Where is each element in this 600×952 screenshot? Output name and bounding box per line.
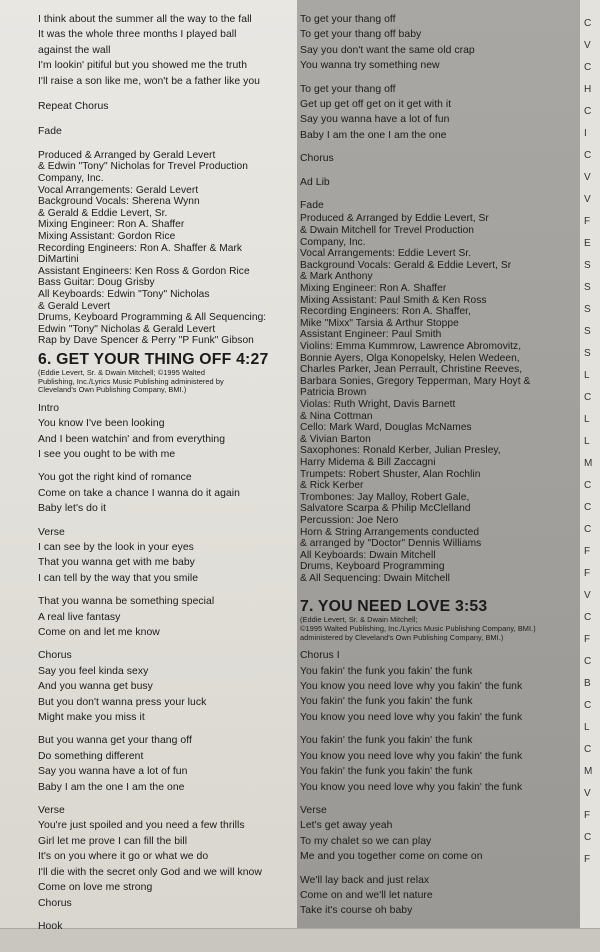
stanza xyxy=(300,803,578,865)
edge-letter: L xyxy=(584,436,590,447)
edge-letter: S xyxy=(584,348,591,359)
credit-line: & All Sequencing: Dwain Mitchell xyxy=(300,572,450,584)
song-credits xyxy=(300,213,578,584)
song-lyrics xyxy=(300,648,578,919)
stanza xyxy=(300,198,578,213)
lyric-line: You know I've been looking xyxy=(38,418,165,430)
lyric-line: You fakin' the funk you fakin' the funk xyxy=(300,766,473,778)
lyric-line: You know you need love why you fakin' the funk xyxy=(300,781,523,793)
lyric-line: Verse xyxy=(38,805,65,817)
edge-letter: E xyxy=(584,238,591,249)
stanza xyxy=(38,648,296,725)
credit-line: Mixing Assistant: Paul Smith & Ken Ross xyxy=(300,294,487,306)
edge-letter: C xyxy=(584,832,592,843)
lyric-line: A real live fantasy xyxy=(38,611,121,623)
lyric-line: I'll raise a son like me, won't be a father like you xyxy=(38,75,260,87)
credit-line: & arranged by "Doctor" Dennis Williams xyxy=(300,538,482,550)
lyric-line: To get your thang off xyxy=(300,14,396,25)
edge-letter: C xyxy=(584,62,592,73)
left-column xyxy=(38,12,296,934)
credit-line: Edwin "Tony" Nicholas & Gerald Levert xyxy=(38,323,216,335)
edge-letter: C xyxy=(584,392,592,403)
lyric-line: against the wall xyxy=(38,44,111,56)
lyric-line: I can see by the look in your eyes xyxy=(38,541,194,553)
credit-line: Vocal Arrangements: Eddie Levert Sr. xyxy=(300,248,472,260)
lyric-line: I'll die with the secret only God and we will know xyxy=(38,866,262,878)
credit-line: & Rick Kerber xyxy=(300,480,364,492)
edge-letter: C xyxy=(584,480,592,491)
publishing-line: (Eddie Levert, Sr. & Dwain Mitchell; ©1995 Walted xyxy=(38,367,206,377)
lyric-line: Come on and let me know xyxy=(38,627,160,638)
credit-line: Recording Engineers: Ron A. Shaffer, xyxy=(300,306,471,318)
lyric-line: You know you need love why you fakin' the funk xyxy=(300,750,523,762)
credit-line: Harry Midema & Bill Zaccagni xyxy=(300,456,436,468)
credit-line: Saxophones: Ronald Kerber, Julian Presley, xyxy=(300,445,501,457)
edge-letter: C xyxy=(584,700,592,711)
stanza xyxy=(38,594,296,640)
edge-letter: V xyxy=(584,40,591,51)
stanza xyxy=(38,919,296,934)
credit-line: Trombones: Jay Malloy, Robert Gale, xyxy=(300,491,470,503)
lyric-line: Me and you together come on come on xyxy=(300,851,483,863)
lyric-line: Say you wanna have a lot of fun xyxy=(300,114,450,126)
credit-line: Mixing Engineer: Ron A. Shaffer xyxy=(38,219,185,231)
credit-line: Violins: Emma Kummrow, Lawrence Abromovitz, xyxy=(300,341,522,352)
lyric-line: That you wanna be something special xyxy=(38,596,215,608)
edge-letter: S xyxy=(584,260,591,271)
credit-line: Barbara Sonies, Gregory Tepperman, Mary Hoyt & xyxy=(300,375,531,387)
lyric-line: To get your thang off baby xyxy=(300,29,422,41)
lyric-line: Get up get off get on it get with it xyxy=(300,99,452,111)
credit-line: DiMartini xyxy=(38,254,79,266)
edge-letter: S xyxy=(584,282,591,293)
credit-line: Trumpets: Robert Shuster, Alan Rochlin xyxy=(300,468,481,480)
credit-line: Drums, Keyboard Programming & All Sequencing: xyxy=(38,312,267,324)
credit-line: Recording Engineers: Ron A. Shaffer & Mark xyxy=(38,242,243,254)
edge-letter: S xyxy=(584,304,591,315)
edge-letter: C xyxy=(584,106,592,117)
credit-line: Patricia Brown xyxy=(300,387,367,399)
stanza xyxy=(38,803,296,911)
publishing-info xyxy=(300,616,578,642)
credit-line: Produced & Arranged by Eddie Levert, Sr xyxy=(300,213,489,225)
lyric-line: Verse xyxy=(38,526,65,538)
credit-line: & Mark Anthony xyxy=(300,271,373,283)
edge-letter: C xyxy=(584,612,592,623)
lyric-line: You fakin' the funk you fakin' the funk xyxy=(300,696,473,708)
lyric-line: Girl let me prove I can fill the bill xyxy=(38,835,188,847)
lyric-line: But you don't wanna press your luck xyxy=(38,696,207,708)
song-lyrics xyxy=(300,12,578,213)
right-column xyxy=(300,12,578,919)
lyric-line: Baby I am the one I am the one xyxy=(300,129,447,141)
song-title: 7. YOU NEED LOVE 3:53 xyxy=(300,598,488,616)
lyric-line: You know you need love why you fakin' the funk xyxy=(300,681,523,693)
credit-line: Salvatore Scarpa & Philip McClelland xyxy=(300,503,471,515)
lyric-line: Let's get away yeah xyxy=(300,820,393,832)
stanza xyxy=(300,12,578,74)
credit-line: Rap by Dave Spencer & Perry "P Funk" Gibson xyxy=(38,335,254,347)
lyric-line: But you wanna get your thang off xyxy=(38,735,192,747)
credit-line: Vocal Arrangements: Gerald Levert xyxy=(38,184,199,196)
publishing-line: Cleveland's Own Publishing Company, BMI.) xyxy=(38,385,187,395)
credit-line: & Gerald Levert xyxy=(38,300,111,312)
lyric-line: And you wanna get busy xyxy=(38,681,153,693)
publishing-line: Publishing, Inc./Lyrics Music Publishing administered by xyxy=(38,376,224,386)
lyric-line: Do something different xyxy=(38,750,144,762)
edge-letter: F xyxy=(584,546,591,557)
lyric-line: Verse xyxy=(300,804,327,816)
edge-letter: L xyxy=(584,414,590,425)
edge-letter: C xyxy=(584,150,592,161)
lyric-line: To my chalet so we can play xyxy=(300,835,432,847)
credit-line: & Edwin "Tony" Nicholas for Trevel Production xyxy=(38,161,248,173)
credit-line: Horn & String Arrangements conducted xyxy=(300,526,480,538)
lyric-line: Baby I am the one I am the one xyxy=(38,781,185,793)
stanza xyxy=(300,82,578,144)
credit-line: Mixing Engineer: Ron A. Shaffer xyxy=(300,283,447,295)
edge-letter: C xyxy=(584,524,592,535)
edge-letter: V xyxy=(584,788,591,799)
lyric-line: Say you wanna have a lot of fun xyxy=(38,766,188,778)
credit-line: & Dwain Mitchell for Trevel Production xyxy=(300,225,475,237)
credit-line: Company, Inc. xyxy=(300,236,366,248)
credit-line: Drums, Keyboard Programming xyxy=(300,561,445,573)
edge-letter: F xyxy=(584,568,591,579)
publishing-info xyxy=(38,369,296,395)
edge-letter: M xyxy=(584,458,593,469)
edge-letter: L xyxy=(584,370,590,381)
lyric-line: Chorus xyxy=(38,650,72,662)
lyrics-block xyxy=(38,12,296,89)
song-lyrics xyxy=(38,401,296,935)
lyric-line: Fade xyxy=(300,200,324,212)
lyric-line: You fakin' the funk you fakin' the funk xyxy=(300,665,473,677)
lyric-line: You know you need love why you fakin' the funk xyxy=(300,711,523,723)
lyric-line: Chorus I xyxy=(300,650,340,662)
lyric-line: Come on love me strong xyxy=(38,882,153,894)
lyric-line: That you wanna get with me baby xyxy=(38,557,195,569)
lyric-line: Come on and we'll let nature xyxy=(300,889,433,901)
song-credits xyxy=(38,150,296,347)
edge-letter: L xyxy=(584,722,590,733)
credit-line: Charles Parker, Jean Perrault, Christine Reeves, xyxy=(300,364,523,376)
lyric-line: You wanna try something new xyxy=(300,60,440,72)
lyric-line: And I been watchin' and from everything xyxy=(38,433,226,445)
lyric-line: Say you feel kinda sexy xyxy=(38,665,149,677)
edge-letter: C xyxy=(584,18,592,29)
credit-line: Assistant Engineers: Ken Ross & Gordon Rice xyxy=(38,265,250,277)
credit-line: Assistant Engineer: Paul Smith xyxy=(300,329,442,341)
stanza xyxy=(300,175,578,190)
edge-letter: I xyxy=(584,128,587,139)
lyric-line: Chorus xyxy=(38,897,72,909)
lyric-line: Say you don't want the same old crap xyxy=(300,44,475,56)
song-title: 6. GET YOUR THING OFF 4:27 xyxy=(38,350,269,368)
credit-line: Violas: Ruth Wright, Davis Barnett xyxy=(300,398,456,410)
edge-letter: F xyxy=(584,634,591,645)
lyric-line: Come on take a chance I wanna do it again xyxy=(38,487,240,499)
credit-line: & Nina Cottman xyxy=(300,410,373,422)
lyric-line: Intro xyxy=(38,402,60,414)
publishing-line: ©1995 Walted Publishing, Inc./Lyrics Music Publishing Company, BMI.) xyxy=(300,624,536,634)
credit-line: Produced & Arranged by Gerald Levert xyxy=(38,149,216,161)
lyric-line: You got the right kind of romance xyxy=(38,472,192,484)
lyric-line: To get your thang off xyxy=(300,83,396,95)
edge-letter: C xyxy=(584,502,592,513)
credit-line: Mike "Mixx" Tarsia & Arthur Stoppe xyxy=(300,317,459,329)
stanza xyxy=(300,151,578,166)
lyric-line: I can tell by the way that you smile xyxy=(38,572,199,584)
lyric-line: I think about the summer all the way to the fall xyxy=(38,14,252,25)
lyric-line: Baby let's do it xyxy=(38,503,107,515)
stanza xyxy=(38,525,296,587)
credit-line: & Vivian Barton xyxy=(300,433,371,445)
lyric-line: We'll lay back and just relax xyxy=(300,874,430,886)
credit-line: & Gerald & Eddie Levert, Sr. xyxy=(38,207,168,219)
lyric-line: It was the whole three months I played ball xyxy=(38,29,237,41)
fade-label: Fade xyxy=(38,126,62,138)
credit-line: Company, Inc. xyxy=(38,173,104,185)
credit-line: Bass Guitar: Doug Grisby xyxy=(38,277,155,289)
credit-line: All Keyboards: Dwain Mitchell xyxy=(300,549,436,561)
edge-letter: F xyxy=(584,810,591,821)
credit-line: Bonnie Ayers, Olga Konopelsky, Helen Wedeen, xyxy=(300,352,520,364)
credit-line: Background Vocals: Gerald & Eddie Levert, Sr xyxy=(300,259,512,271)
credit-line: Background Vocals: Sherena Wynn xyxy=(38,196,200,208)
edge-letter: V xyxy=(584,590,591,601)
lyric-line: Hook xyxy=(38,920,63,932)
edge-letter: C xyxy=(584,744,592,755)
lyric-line: It's on you where it go or what we do xyxy=(38,851,209,863)
lyric-line: Might make you miss it xyxy=(38,712,145,724)
stanza xyxy=(300,873,578,919)
credit-line: Percussion: Joe Nero xyxy=(300,514,399,526)
lyric-line: I see you ought to be with me xyxy=(38,448,176,460)
lyric-line: Chorus xyxy=(300,153,334,165)
stanza xyxy=(38,733,296,795)
edge-letter: F xyxy=(584,854,591,865)
repeat-chorus-label: Repeat Chorus xyxy=(38,101,109,113)
edge-letter: B xyxy=(584,678,591,689)
stanza xyxy=(38,470,296,516)
edge-letter: C xyxy=(584,656,592,667)
stanza xyxy=(38,401,296,463)
edge-letter: V xyxy=(584,172,591,183)
edge-letter: V xyxy=(584,194,591,205)
lyric-line: Take it's course oh baby xyxy=(300,905,413,917)
adjacent-page-edge xyxy=(580,0,600,951)
lyric-line: I'm lookin' pitiful but you showed me the truth xyxy=(38,60,248,72)
credit-line: Cello: Mark Ward, Douglas McNames xyxy=(300,422,472,434)
edge-letter: S xyxy=(584,326,591,337)
publishing-line: administered by Cleveland's Own Publishing Company, BMI.) xyxy=(300,632,504,642)
lyric-line: You're just spoiled and you need a few thrills xyxy=(38,820,245,832)
edge-letter: M xyxy=(584,766,593,777)
stanza xyxy=(300,733,578,795)
lyric-line: Ad Lib xyxy=(300,176,330,188)
publishing-line: (Eddie Levert, Sr. & Dwain Mitchell; xyxy=(300,615,418,625)
credit-line: All Keyboards: Edwin "Tony" Nicholas xyxy=(38,288,210,300)
edge-letter: H xyxy=(584,84,592,95)
stanza xyxy=(300,648,578,725)
lyric-line: You fakin' the funk you fakin' the funk xyxy=(300,735,473,747)
credit-line: Mixing Assistant: Gordon Rice xyxy=(38,231,176,242)
edge-letter: F xyxy=(584,216,591,227)
